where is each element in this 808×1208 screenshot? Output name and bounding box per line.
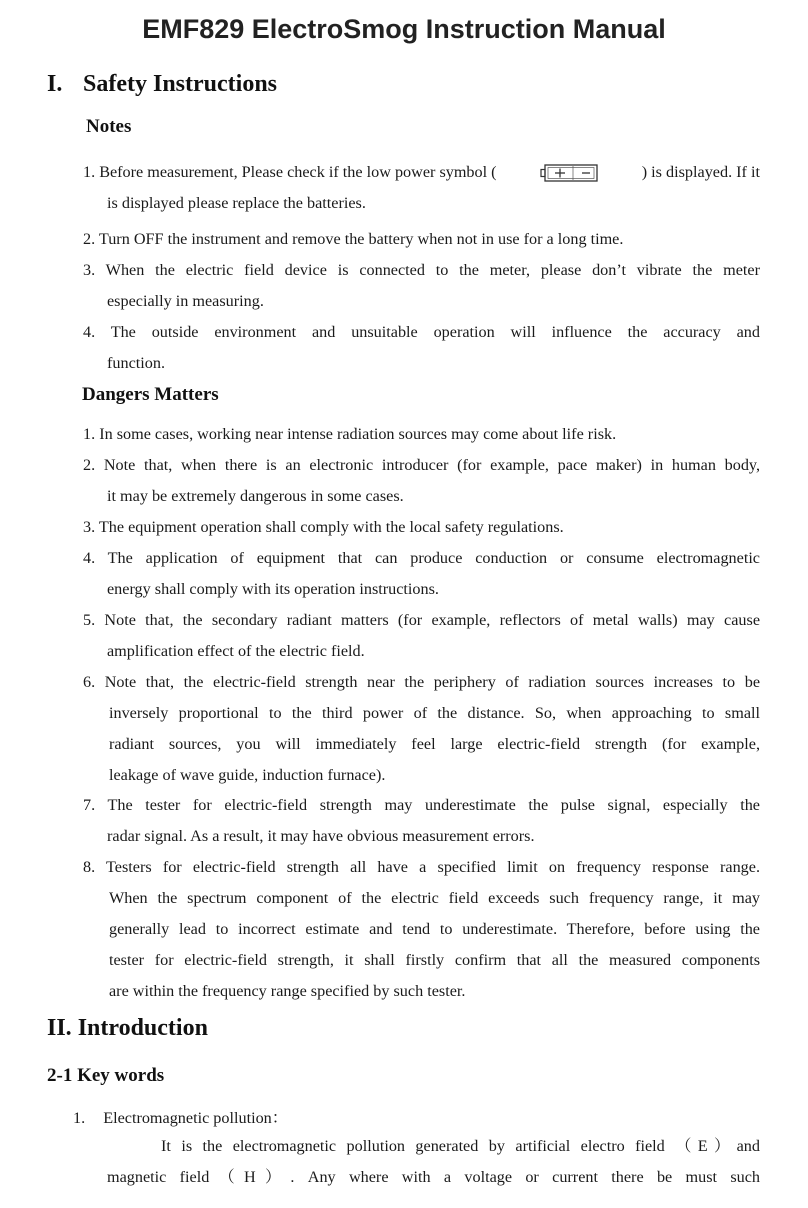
danger-text-cont: inversely proportional to the third power of the distance. So, when approaching to small xyxy=(109,704,760,722)
note-text: 2. Turn OFF the instrument and remove the battery when not in use for a long time. xyxy=(83,230,624,248)
section-heading-safety xyxy=(47,71,277,98)
note-text-cont: is displayed please replace the batteries. xyxy=(107,194,366,212)
keywords-heading: 2-1 Key words xyxy=(47,1065,165,1086)
paragraph-line: magnetic field（H）. Any where with a voltage or current there be must such xyxy=(107,1168,760,1186)
danger-text: 1. In some cases, working near intense radiation sources may come about life risk. xyxy=(83,425,617,443)
note-text: 1. Before measurement, Please check if the low power symbol ( xyxy=(83,163,497,181)
dangers-heading: Dangers Matters xyxy=(82,384,219,405)
note-item xyxy=(83,224,760,255)
paragraph-line: It is the electromagnetic pollution generated by artificial electro field （E）and xyxy=(161,1137,760,1155)
danger-text-cont: generally lead to incorrect estimate and tend to underestimate. Therefore, before using the xyxy=(109,920,760,938)
note-item xyxy=(83,255,760,317)
danger-text: 4. The application of equipment that can produce conduction or consume electromagnetic xyxy=(83,549,760,567)
section-number: I. xyxy=(47,71,63,97)
danger-text: 7. The tester for electric-field strength may underestimate the pulse signal, especially the xyxy=(83,796,760,814)
section-number: II. xyxy=(47,1015,72,1041)
danger-item xyxy=(83,512,760,543)
note-text: 4. The outside environment and unsuitable operation will influence the accuracy and xyxy=(83,323,760,341)
danger-text-cont: are within the frequency range specified by such tester. xyxy=(109,982,466,1000)
keyword-number: 1. xyxy=(73,1109,86,1127)
danger-item xyxy=(83,667,760,791)
section-title: Introduction xyxy=(77,1015,208,1041)
note-item xyxy=(83,157,760,219)
note-text: ) is displayed. If it xyxy=(641,163,760,181)
danger-text-cont: radar signal. As a result, it may have obvious measurement errors. xyxy=(107,827,535,845)
danger-text: 5. Note that, the secondary radiant matters (for example, reflectors of metal walls) may cause xyxy=(83,611,760,629)
danger-text: 8. Testers for electric-field strength all have a specified limit on frequency response range. xyxy=(83,858,760,876)
danger-item xyxy=(83,543,760,605)
danger-text: 6. Note that, the electric-field strength near the periphery of radiation sources increases to be xyxy=(83,673,760,691)
note-text-cont: function. xyxy=(107,354,165,372)
keyword-item xyxy=(73,1104,763,1128)
low-battery-icon xyxy=(540,163,598,183)
section-title: Safety Instructions xyxy=(83,71,278,97)
danger-text-cont: radiant sources, you will immediately feel large electric-field strength (for example, xyxy=(109,735,760,753)
danger-item xyxy=(83,605,760,667)
danger-text-cont: tester for electric-field strength, it shall firstly confirm that all the measured components xyxy=(109,951,760,969)
note-text-cont: especially in measuring. xyxy=(107,292,264,310)
danger-text-cont: amplification effect of the electric field. xyxy=(107,642,365,660)
danger-text: 2. Note that, when there is an electronic introducer (for example, pace maker) in human body, xyxy=(83,456,760,474)
danger-text: 3. The equipment operation shall comply with the local safety regulations. xyxy=(83,518,564,536)
page-title: EMF829 ElectroSmog Instruction Manual xyxy=(142,14,666,44)
notes-heading: Notes xyxy=(86,116,132,137)
danger-item xyxy=(83,419,760,450)
danger-item xyxy=(83,852,760,1007)
danger-text-cont: energy shall comply with its operation instructions. xyxy=(107,580,439,598)
keyword-term: Electromagnetic pollution： xyxy=(103,1109,288,1127)
danger-text-cont: it may be extremely dangerous in some cases. xyxy=(107,487,404,505)
danger-item xyxy=(83,790,760,852)
note-text: 3. When the electric field device is connected to the meter, please don’t vibrate the meter xyxy=(83,261,760,279)
note-item xyxy=(83,317,760,379)
danger-text-cont: leakage of wave guide, induction furnace). xyxy=(109,766,386,784)
section-heading-introduction xyxy=(47,1015,208,1042)
danger-text-cont: When the spectrum component of the electric field exceeds such frequency range, it may xyxy=(109,889,760,907)
danger-item xyxy=(83,450,760,512)
keyword-paragraph xyxy=(107,1131,760,1193)
